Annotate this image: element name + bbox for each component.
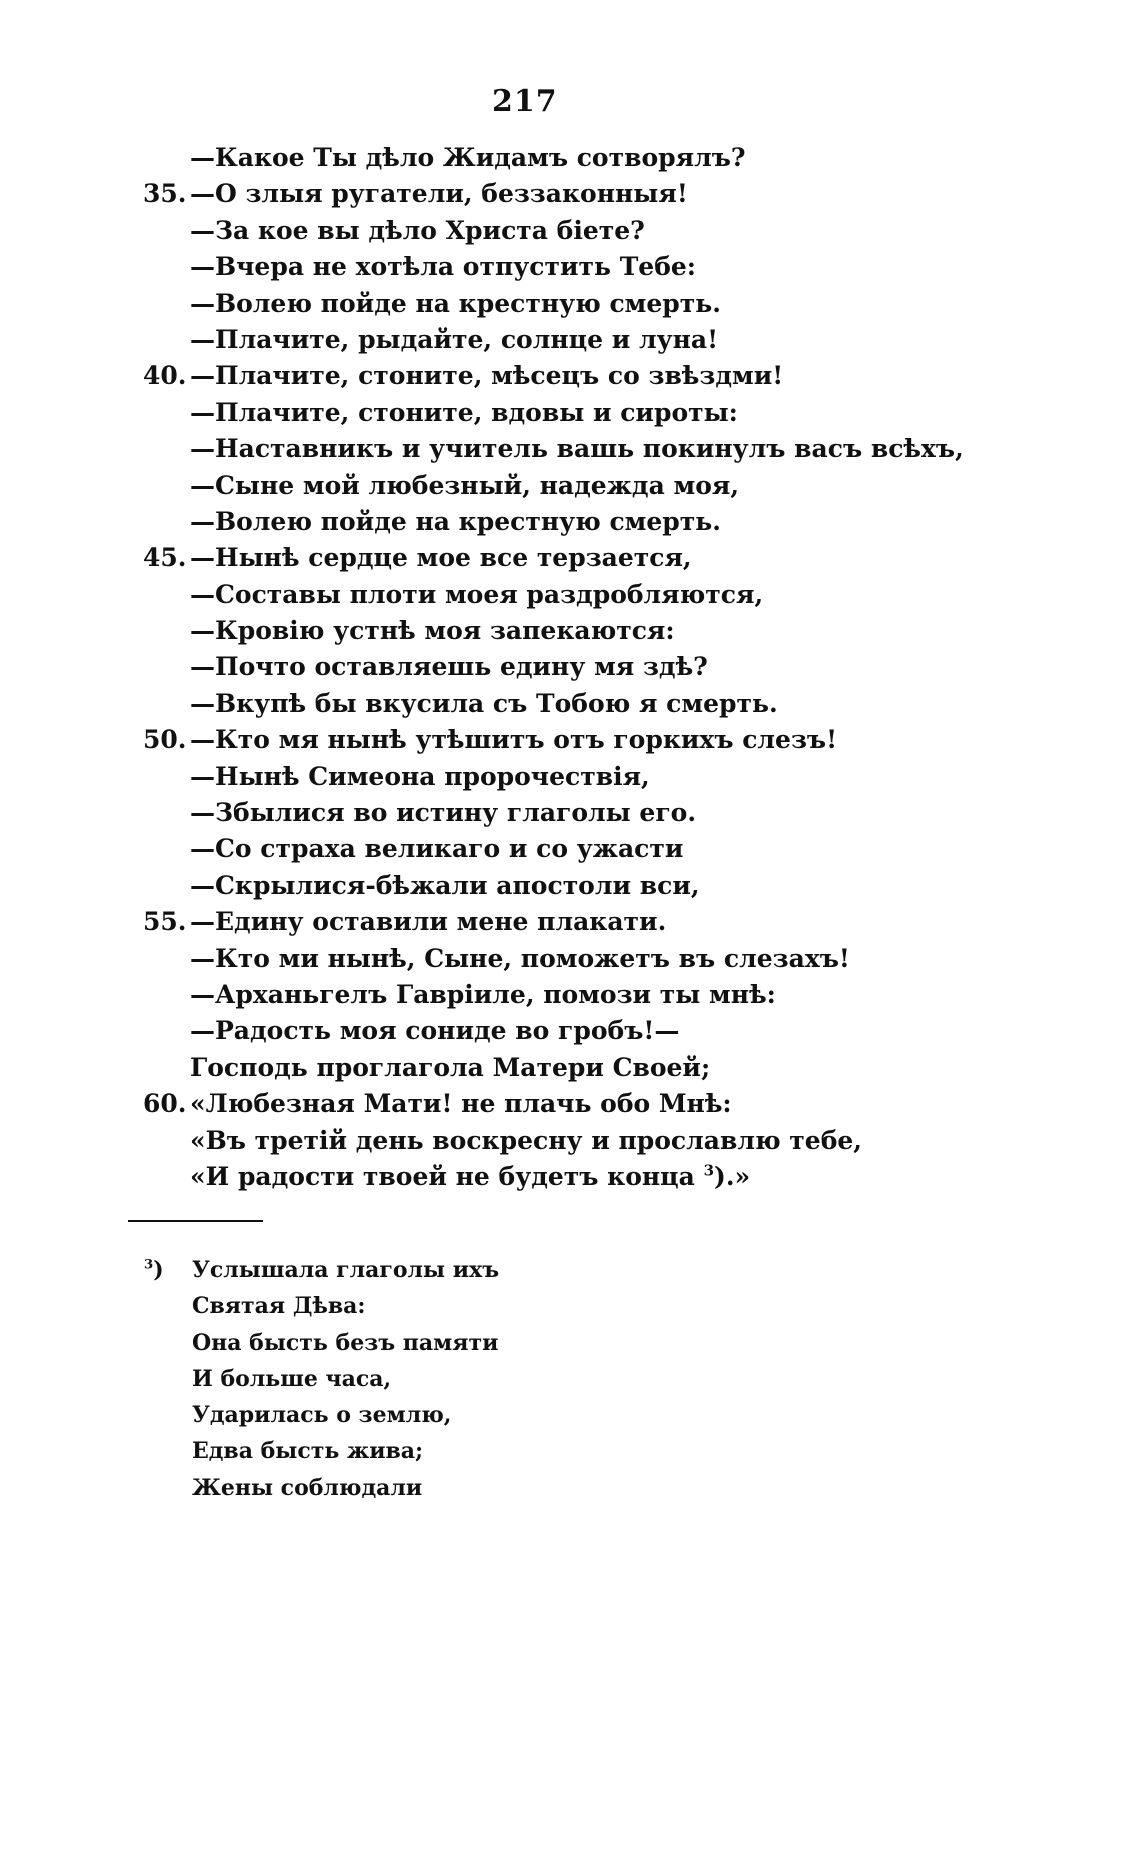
- line-text: —Со страха великаго и со ужасти: [190, 834, 684, 864]
- line-text: —Составы плоти моея раздробляются,: [190, 579, 764, 609]
- poem-line: [0, 1050, 1140, 1086]
- poem-line: [0, 868, 1140, 904]
- poem-line: [0, 140, 1140, 176]
- poem-line: [0, 977, 1140, 1013]
- footnote-reference: 3: [703, 1161, 714, 1180]
- poem-line: [0, 395, 1140, 431]
- footnote-mark-number: 3: [144, 1257, 154, 1273]
- line-text: —Вкупѣ бы вкусила съ Тобою я смерть.: [190, 688, 778, 718]
- line-text: —Скрылися-бѣжали апостоли вси,: [190, 870, 700, 900]
- footnote-text: Она бысть безъ памяти: [192, 1329, 499, 1356]
- footnote-line: [0, 1325, 1140, 1361]
- poem-line: [0, 286, 1140, 322]
- line-text: —Кто мя нынѣ утѣшитъ отъ горкихъ слезъ!: [190, 725, 838, 755]
- line-text: —Вчера не хотѣла отпустить Тебе:: [190, 252, 697, 282]
- line-number: 50.: [143, 725, 187, 755]
- footnote: [0, 1252, 1140, 1506]
- poem-line: [0, 431, 1140, 467]
- poem-line: [0, 795, 1140, 831]
- line-text: —Нынѣ Симеона пророчествія,: [190, 761, 650, 791]
- line-text: [190, 1159, 750, 1195]
- line-text: «Любезная Мати! не плачь обо Мнѣ:: [190, 1089, 732, 1119]
- footnote-text: Услышала глаголы ихъ: [192, 1257, 500, 1283]
- poem-line: [0, 540, 1140, 576]
- poem-line: [0, 722, 1140, 758]
- line-number: 55.: [143, 907, 187, 937]
- poem-line: [0, 686, 1140, 722]
- poem-line: [0, 468, 1140, 504]
- line-text: —Плачите, рыдайте, солнце и луна!: [190, 324, 719, 354]
- footnote-text: Святая Дѣва:: [192, 1293, 366, 1320]
- line-text: —О злыя ругатели, беззаконныя!: [190, 179, 688, 209]
- line-text: Господь проглагола Матери Своей;: [190, 1052, 711, 1082]
- poem-line: [0, 504, 1140, 540]
- line-number: 45.: [143, 543, 187, 573]
- poem-line: [0, 613, 1140, 649]
- line-text: —Едину оставили мене плакати.: [190, 907, 667, 937]
- poem-line: [0, 904, 1140, 940]
- page-number: 217: [492, 84, 558, 119]
- poem-line: [0, 249, 1140, 285]
- poem-line: [0, 831, 1140, 867]
- line-number: 60.: [143, 1089, 187, 1119]
- line-text: —Радость моя сониде во гробъ!—: [190, 1016, 680, 1046]
- poem-line: [0, 1086, 1140, 1122]
- line-text: —Збылися во истину глаголы его.: [190, 798, 697, 828]
- poem-line: [0, 1013, 1140, 1049]
- line-text: —За кое вы дѣло Христа біете?: [190, 215, 645, 245]
- footnote-line: [0, 1288, 1140, 1324]
- poem-line: [0, 176, 1140, 212]
- footnote-divider: [128, 1220, 263, 1222]
- line-text: —Какое Ты дѣло Жидамъ сотворялъ?: [190, 143, 746, 172]
- poem-line: [0, 213, 1140, 249]
- poem-line: [0, 1123, 1140, 1159]
- footnote-line: [0, 1433, 1140, 1469]
- poem-line: [0, 759, 1140, 795]
- line-text: —Кто ми нынѣ, Сыне, поможетъ въ слезахъ!: [190, 943, 850, 973]
- footnote-line: [0, 1252, 1140, 1288]
- line-text-tail: ).»: [714, 1161, 751, 1191]
- line-number: 40.: [143, 361, 187, 391]
- poem-line: [0, 1159, 1140, 1195]
- line-text: —Волею пойде на крестную смерть.: [190, 288, 721, 318]
- line-number: 35.: [143, 179, 187, 209]
- line-text: «Въ третій день воскресну и прославлю тебе,: [190, 1125, 862, 1155]
- footnote-text: И больше часа,: [192, 1365, 392, 1392]
- footnote-text: Жены соблюдали: [192, 1474, 423, 1501]
- poem-line: [0, 577, 1140, 613]
- line-text: —Сыне мой любезный, надежда моя,: [190, 470, 740, 500]
- line-text-main: «И радости твоей не будетъ конца: [190, 1161, 695, 1191]
- poem-line: [0, 322, 1140, 358]
- line-text: —Почто оставляешь едину мя здѣ?: [190, 652, 708, 682]
- footnote-text: Едва бысть жива;: [192, 1438, 424, 1465]
- line-text: —Волею пойде на крестную смерть.: [190, 506, 721, 536]
- line-text: —Плачите, стоните, вдовы и сироты:: [190, 397, 738, 427]
- line-text: —Наставникъ и учитель вашь покинулъ васъ всѣхъ,: [190, 434, 964, 464]
- line-text: —Нынѣ сердце мое все терзается,: [190, 543, 692, 573]
- line-text: —Арханьгелъ Гавріиле, помози ты мнѣ:: [190, 979, 776, 1009]
- footnote-line: [0, 1361, 1140, 1397]
- line-text: —Кровію устнѣ моя запекаются:: [190, 616, 675, 646]
- poem-line: [0, 358, 1140, 394]
- poem-body: [0, 140, 1140, 1195]
- footnote-text: Ударилась о землю,: [192, 1402, 452, 1429]
- footnote-mark: $^3$): [144, 1257, 164, 1283]
- footnote-line: [0, 1397, 1140, 1433]
- poem-line: [0, 941, 1140, 977]
- footnote-line: [0, 1470, 1140, 1506]
- line-text: —Плачите, стоните, мѣсецъ со звѣздми!: [190, 361, 784, 391]
- poem-line: [0, 649, 1140, 685]
